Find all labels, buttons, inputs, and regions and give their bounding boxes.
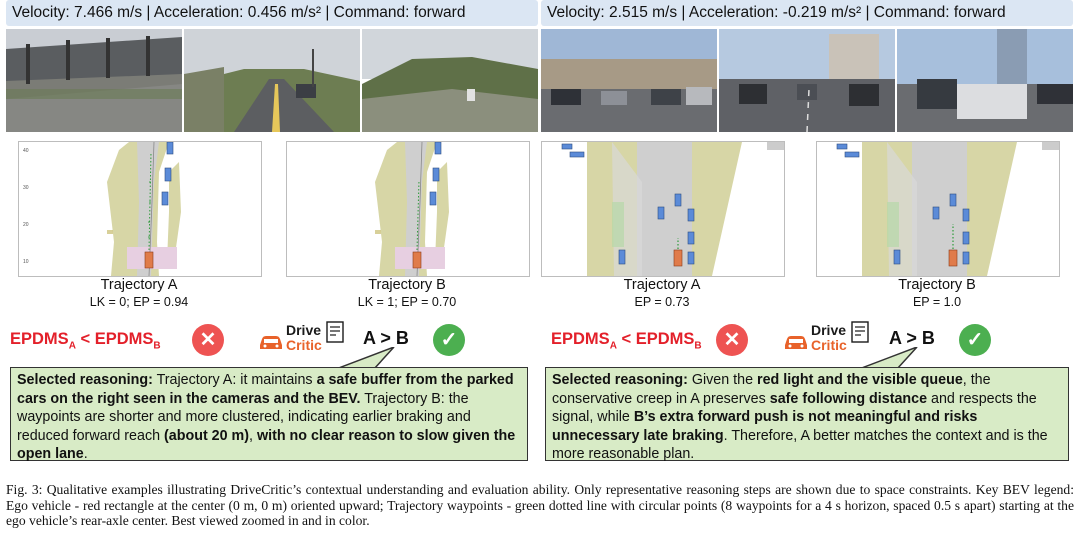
figure-caption: Fig. 3: Qualitative examples illustrating DriveCritic’s contextual understanding and evaluation ability. Only representative reasoning steps are shown due to space constraints. Key BEV legend: Ego vehicle - red rectangle at the center (0 m, 0 m) oriented upward; Trajectory waypoints - green dotted line with circular points (8 waypoints for a 4 s horizon, spaced 0.5 s apart) starting at the ego vehicle’s rear-axle center. Best viewed zoomed in and in color.	[6, 482, 1074, 529]
left-verdict: A > B	[363, 328, 409, 348]
right-camera-front-left	[541, 29, 717, 132]
logo-line1: Drive	[811, 322, 847, 338]
epdms-a: EPDMS	[10, 330, 69, 348]
left-drivecritic-logo	[258, 321, 348, 357]
epdms-a: EPDMS	[551, 330, 610, 348]
left-wrong-icon: ✕	[192, 324, 224, 356]
right-example-panel	[541, 0, 1073, 462]
right-wrong-icon: ✕	[716, 324, 748, 356]
right-camera-front	[719, 29, 895, 132]
epdms-op: <	[75, 330, 95, 348]
epdms-b-sub: B	[153, 340, 161, 352]
right-traj-b-label: Trajectory B	[898, 277, 976, 293]
left-camera-strip	[6, 29, 538, 132]
right-traj-a-label: Trajectory A	[623, 277, 701, 293]
left-traj-b-label: Trajectory B	[368, 277, 446, 293]
epdms-b-sub: B	[694, 340, 702, 352]
epdms-b: EPDMS	[635, 330, 695, 348]
left-reasoning-box: Selected reasoning: Trajectory A: it maintains a safe buffer from the parked cars on the right seen in the cameras and the BEV. Trajectory B: the waypoints are shorter and more clustered, indicating earlier braking and reduced forward reach (about 20 m), with no clear reason to slow given the open lane.	[10, 367, 528, 461]
logo-line2: Critic	[811, 337, 847, 353]
logo-line1: Drive	[286, 322, 322, 338]
left-camera-front-right	[362, 29, 538, 132]
right-bubble-pointer	[859, 347, 919, 369]
left-traj-b-score: LK = 1; EP = 0.70	[357, 295, 457, 309]
epdms-b: EPDMS	[94, 330, 154, 348]
left-epdms-comparison	[10, 330, 161, 351]
bev-tick: 20	[23, 222, 29, 228]
right-ego-state-header: Velocity: 2.515 m/s | Acceleration: -0.219 m/s² | Command: forward	[541, 0, 1073, 26]
car-icon	[258, 331, 284, 351]
right-traj-b-score: EP = 1.0	[912, 295, 962, 309]
left-bev-trajectory-a	[18, 141, 262, 277]
right-epdms-comparison	[551, 330, 702, 351]
reasoning-label: Selected reasoning:	[552, 372, 688, 388]
epdms-a-sub: A	[68, 340, 76, 352]
right-traj-a-score: EP = 0.73	[634, 295, 690, 309]
left-ego-state-header: Velocity: 7.466 m/s | Acceleration: 0.456 m/s² | Command: forward	[6, 0, 538, 26]
left-example-panel	[6, 0, 538, 462]
bev-tick: 40	[23, 148, 29, 154]
checklist-icon	[851, 321, 869, 343]
left-bev-trajectory-b	[286, 141, 530, 277]
reasoning-label: Selected reasoning:	[17, 372, 153, 388]
left-traj-a-label: Trajectory A	[100, 277, 178, 293]
car-icon	[783, 331, 809, 351]
epdms-a-sub: A	[609, 340, 617, 352]
checklist-icon	[326, 321, 344, 343]
bev-tick: 30	[23, 185, 29, 191]
right-camera-front-right	[897, 29, 1073, 132]
right-camera-strip	[541, 29, 1073, 132]
epdms-op: <	[616, 330, 636, 348]
right-correct-icon: ✓	[959, 324, 991, 356]
right-bev-trajectory-a	[541, 141, 785, 277]
right-reasoning-box: Selected reasoning: Given the red light and the visible queue, the conservative creep in A preserves safe following distance and respects the signal, while B’s extra forward push is not meaningful and risks unnecessary late braking. Therefore, A better matches the context and is the more reasonable plan.	[545, 367, 1069, 461]
right-bev-trajectory-b	[816, 141, 1060, 277]
logo-line2: Critic	[286, 337, 322, 353]
left-correct-icon: ✓	[433, 324, 465, 356]
left-camera-front-left	[6, 29, 182, 132]
left-traj-a-score: LK = 0; EP = 0.94	[89, 295, 189, 309]
left-camera-front	[184, 29, 360, 132]
left-bubble-pointer	[336, 347, 396, 369]
bev-tick: 10	[23, 259, 29, 265]
right-verdict: A > B	[889, 328, 935, 348]
